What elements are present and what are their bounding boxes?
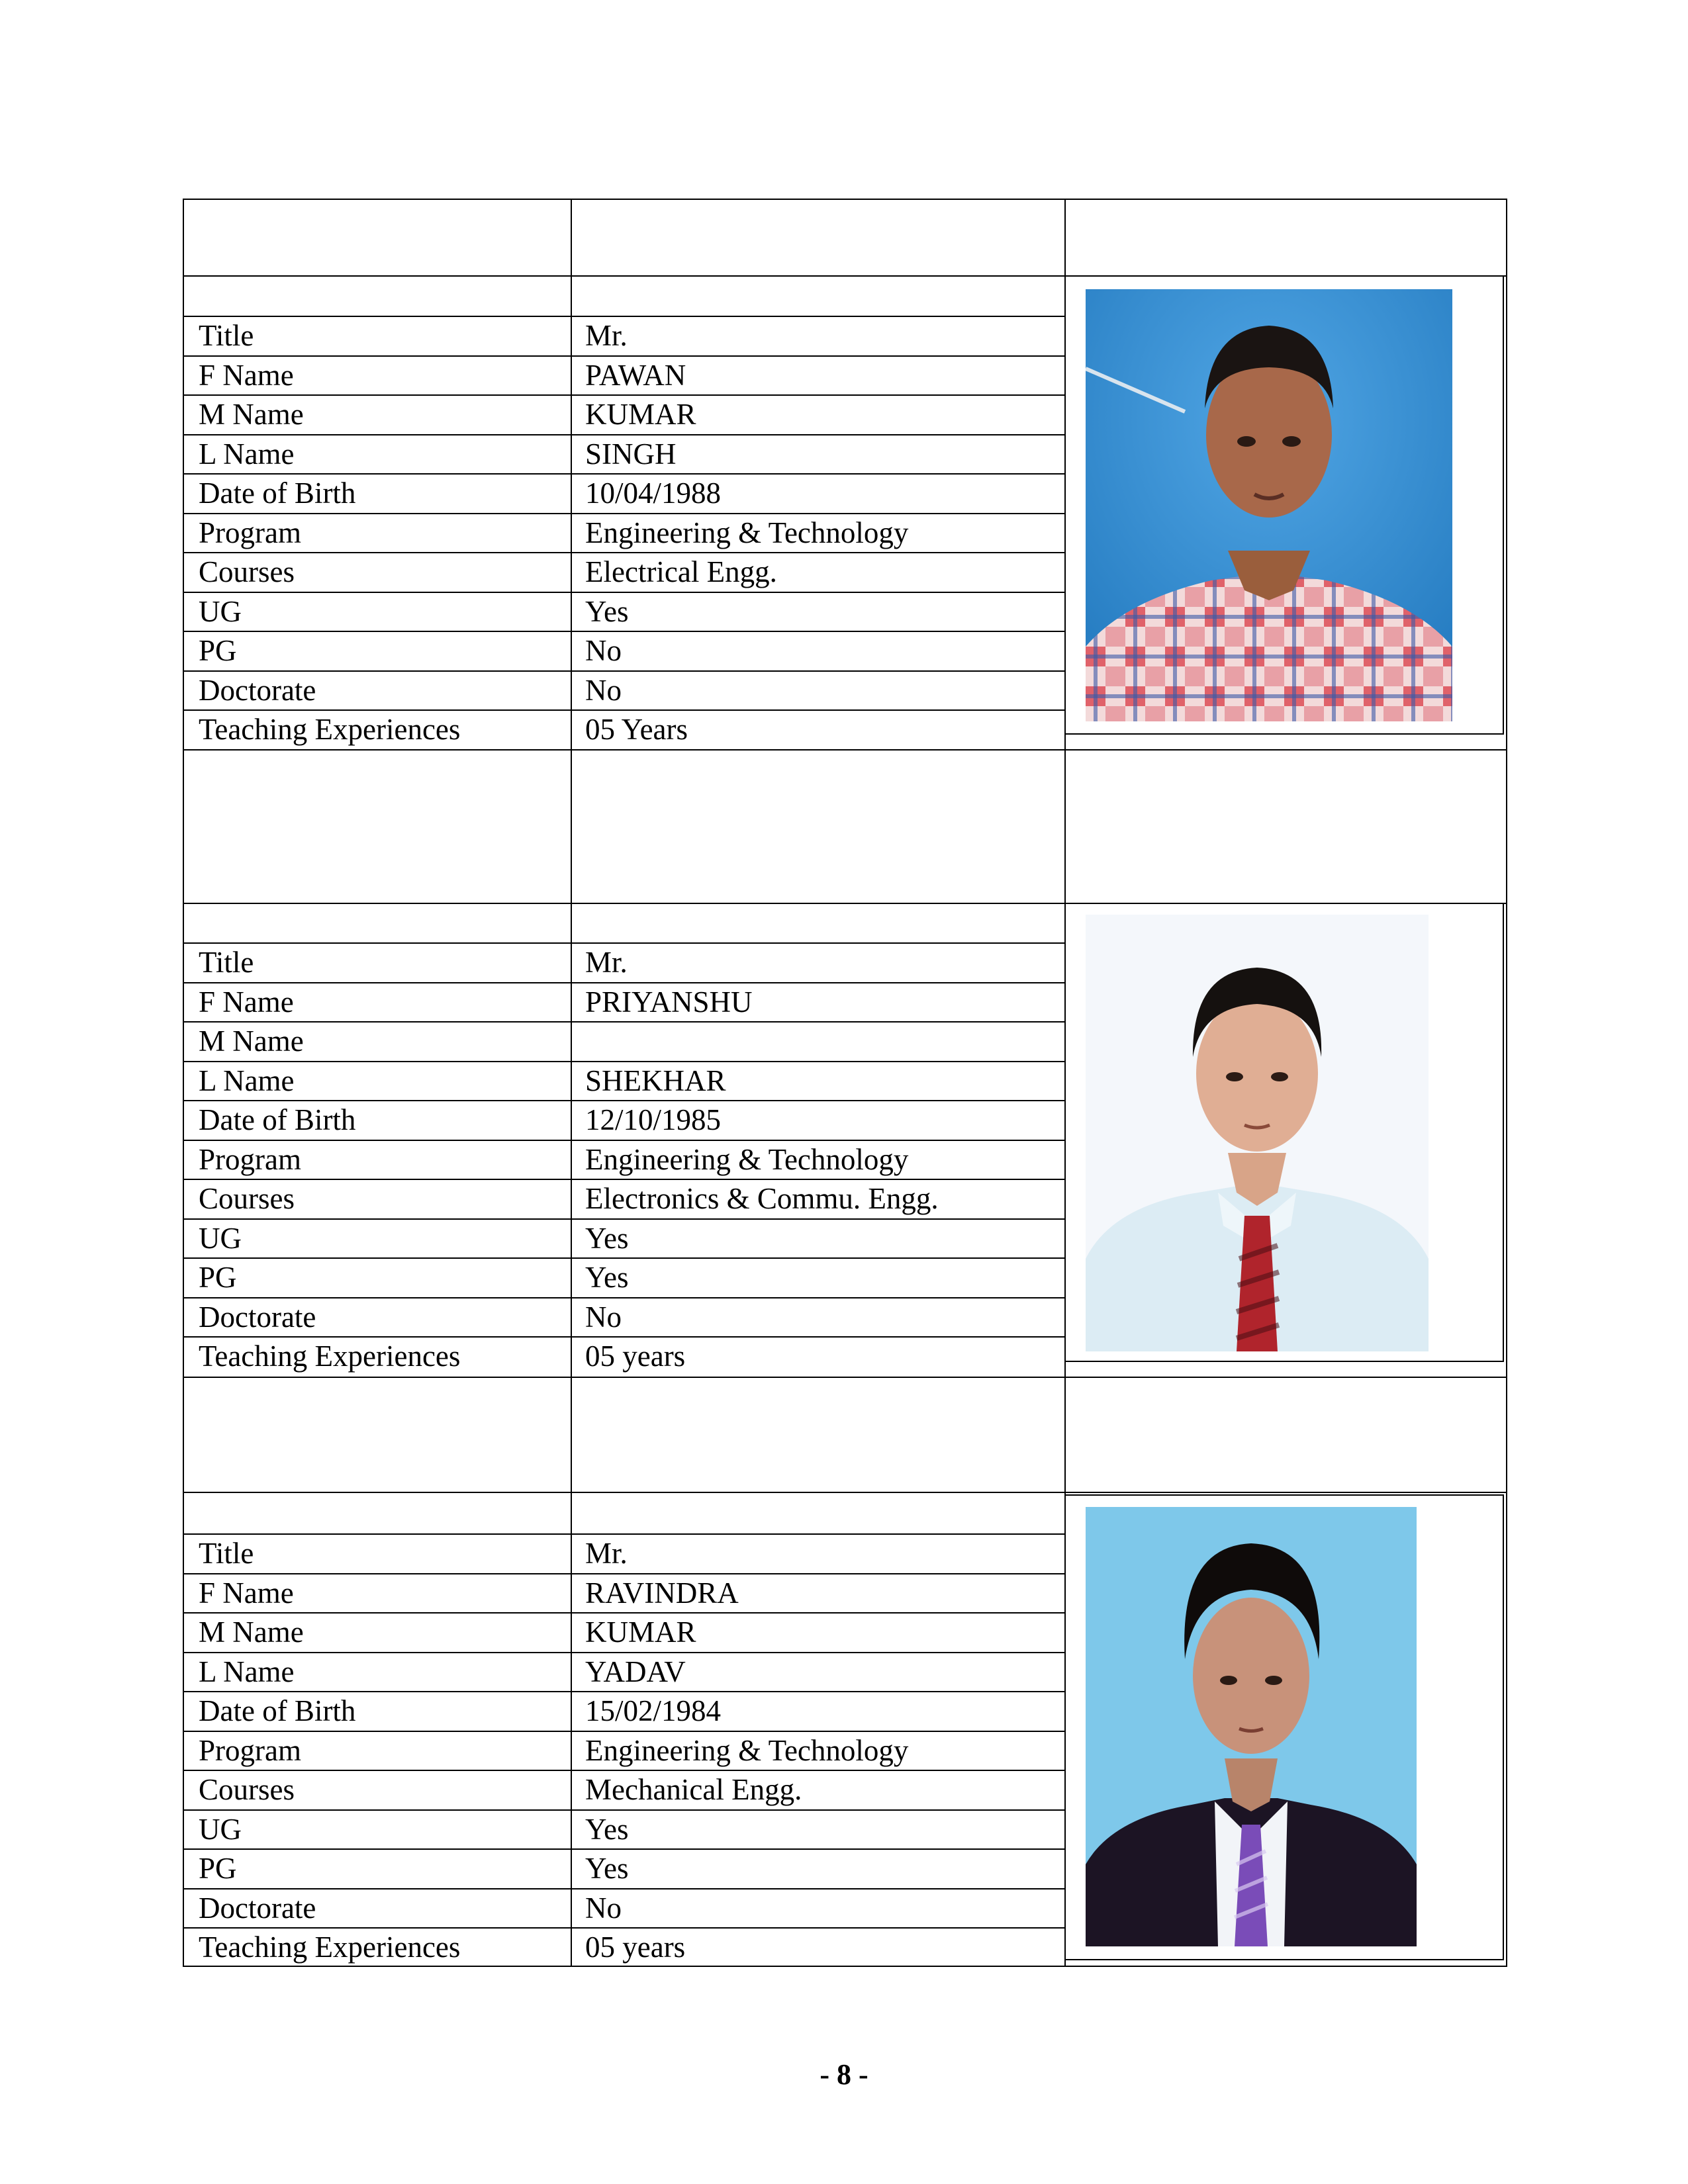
faculty-photo-1 <box>1086 289 1452 721</box>
table-row-divider <box>183 1492 1507 1493</box>
table-border-right <box>1506 199 1507 1967</box>
field-label: Courses <box>199 555 295 588</box>
field-label: M Name <box>199 1615 304 1649</box>
field-label: Courses <box>199 1773 295 1806</box>
field-value: No <box>585 1300 622 1334</box>
field-value: Engineering & Technology <box>585 516 909 549</box>
faculty-photo-3 <box>1086 1507 1417 1946</box>
field-value: PAWAN <box>585 359 686 392</box>
table-row-divider <box>183 749 1507 751</box>
field-value: 10/04/1988 <box>585 477 722 510</box>
table-border-left <box>183 199 184 1967</box>
page-number: - 8 - <box>820 2058 868 2091</box>
field-label: Program <box>199 1734 301 1767</box>
table-row-divider <box>183 631 1066 632</box>
field-value: Yes <box>585 1813 629 1846</box>
field-label: Doctorate <box>199 1891 316 1925</box>
field-label: Date of Birth <box>199 1694 356 1727</box>
field-value: PRIYANSHU <box>585 985 753 1019</box>
field-label: Program <box>199 1143 301 1176</box>
field-value: Electrical Engg. <box>585 555 777 588</box>
field-label: Date of Birth <box>199 477 356 510</box>
field-value: 05 years <box>585 1931 686 1964</box>
field-value: KUMAR <box>585 1615 696 1649</box>
field-value: Electronics & Commu. Engg. <box>585 1182 939 1215</box>
field-label: UG <box>199 1222 242 1255</box>
field-value: No <box>585 634 622 667</box>
field-value: 05 Years <box>585 713 688 746</box>
field-label: UG <box>199 595 242 628</box>
field-value: 15/02/1984 <box>585 1694 722 1727</box>
field-label: Program <box>199 516 301 549</box>
field-label: Title <box>199 946 254 979</box>
field-value: Mr. <box>585 946 628 979</box>
field-label: F Name <box>199 985 294 1019</box>
field-label: M Name <box>199 1024 304 1058</box>
field-value: Engineering & Technology <box>585 1143 909 1176</box>
field-value: Yes <box>585 1261 629 1294</box>
field-label: PG <box>199 634 237 667</box>
field-value: Mr. <box>585 1537 628 1570</box>
field-value: SHEKHAR <box>585 1064 726 1097</box>
field-value: SINGH <box>585 437 677 471</box>
field-label: Date of Birth <box>199 1103 356 1136</box>
field-value: No <box>585 674 622 707</box>
field-value: KUMAR <box>585 398 696 431</box>
portrait-photo-icon <box>1086 1507 1417 1946</box>
field-label: F Name <box>199 1576 294 1610</box>
portrait-photo-icon <box>1086 289 1452 721</box>
field-label: Teaching Experiences <box>199 1340 461 1373</box>
table-border-top <box>183 199 1507 200</box>
field-label: Courses <box>199 1182 295 1215</box>
portrait-photo-icon <box>1086 915 1429 1351</box>
table-row-divider <box>183 1021 1066 1023</box>
field-label: Title <box>199 319 254 352</box>
field-value: YADAV <box>585 1655 686 1688</box>
field-label: Teaching Experiences <box>199 713 461 746</box>
field-label: Title <box>199 1537 254 1570</box>
field-label: PG <box>199 1852 237 1885</box>
field-label: Doctorate <box>199 674 316 707</box>
table-column-divider <box>571 199 572 1967</box>
field-value: 05 years <box>585 1340 686 1373</box>
field-value: Mr. <box>585 319 628 352</box>
field-value: Engineering & Technology <box>585 1734 909 1767</box>
field-label: PG <box>199 1261 237 1294</box>
field-label: Teaching Experiences <box>199 1931 461 1964</box>
field-value: RAVINDRA <box>585 1576 739 1610</box>
field-value: Yes <box>585 1852 629 1885</box>
field-value: Mechanical Engg. <box>585 1773 802 1806</box>
field-label: Doctorate <box>199 1300 316 1334</box>
field-value: 12/10/1985 <box>585 1103 722 1136</box>
field-label: L Name <box>199 1064 295 1097</box>
field-value: No <box>585 1891 622 1925</box>
field-label: F Name <box>199 359 294 392</box>
table-row-divider <box>183 1377 1507 1378</box>
field-value: Yes <box>585 1222 629 1255</box>
field-label: UG <box>199 1813 242 1846</box>
field-label: M Name <box>199 398 304 431</box>
field-label: L Name <box>199 437 295 471</box>
field-label: L Name <box>199 1655 295 1688</box>
field-value: Yes <box>585 595 629 628</box>
faculty-photo-2 <box>1086 915 1429 1351</box>
